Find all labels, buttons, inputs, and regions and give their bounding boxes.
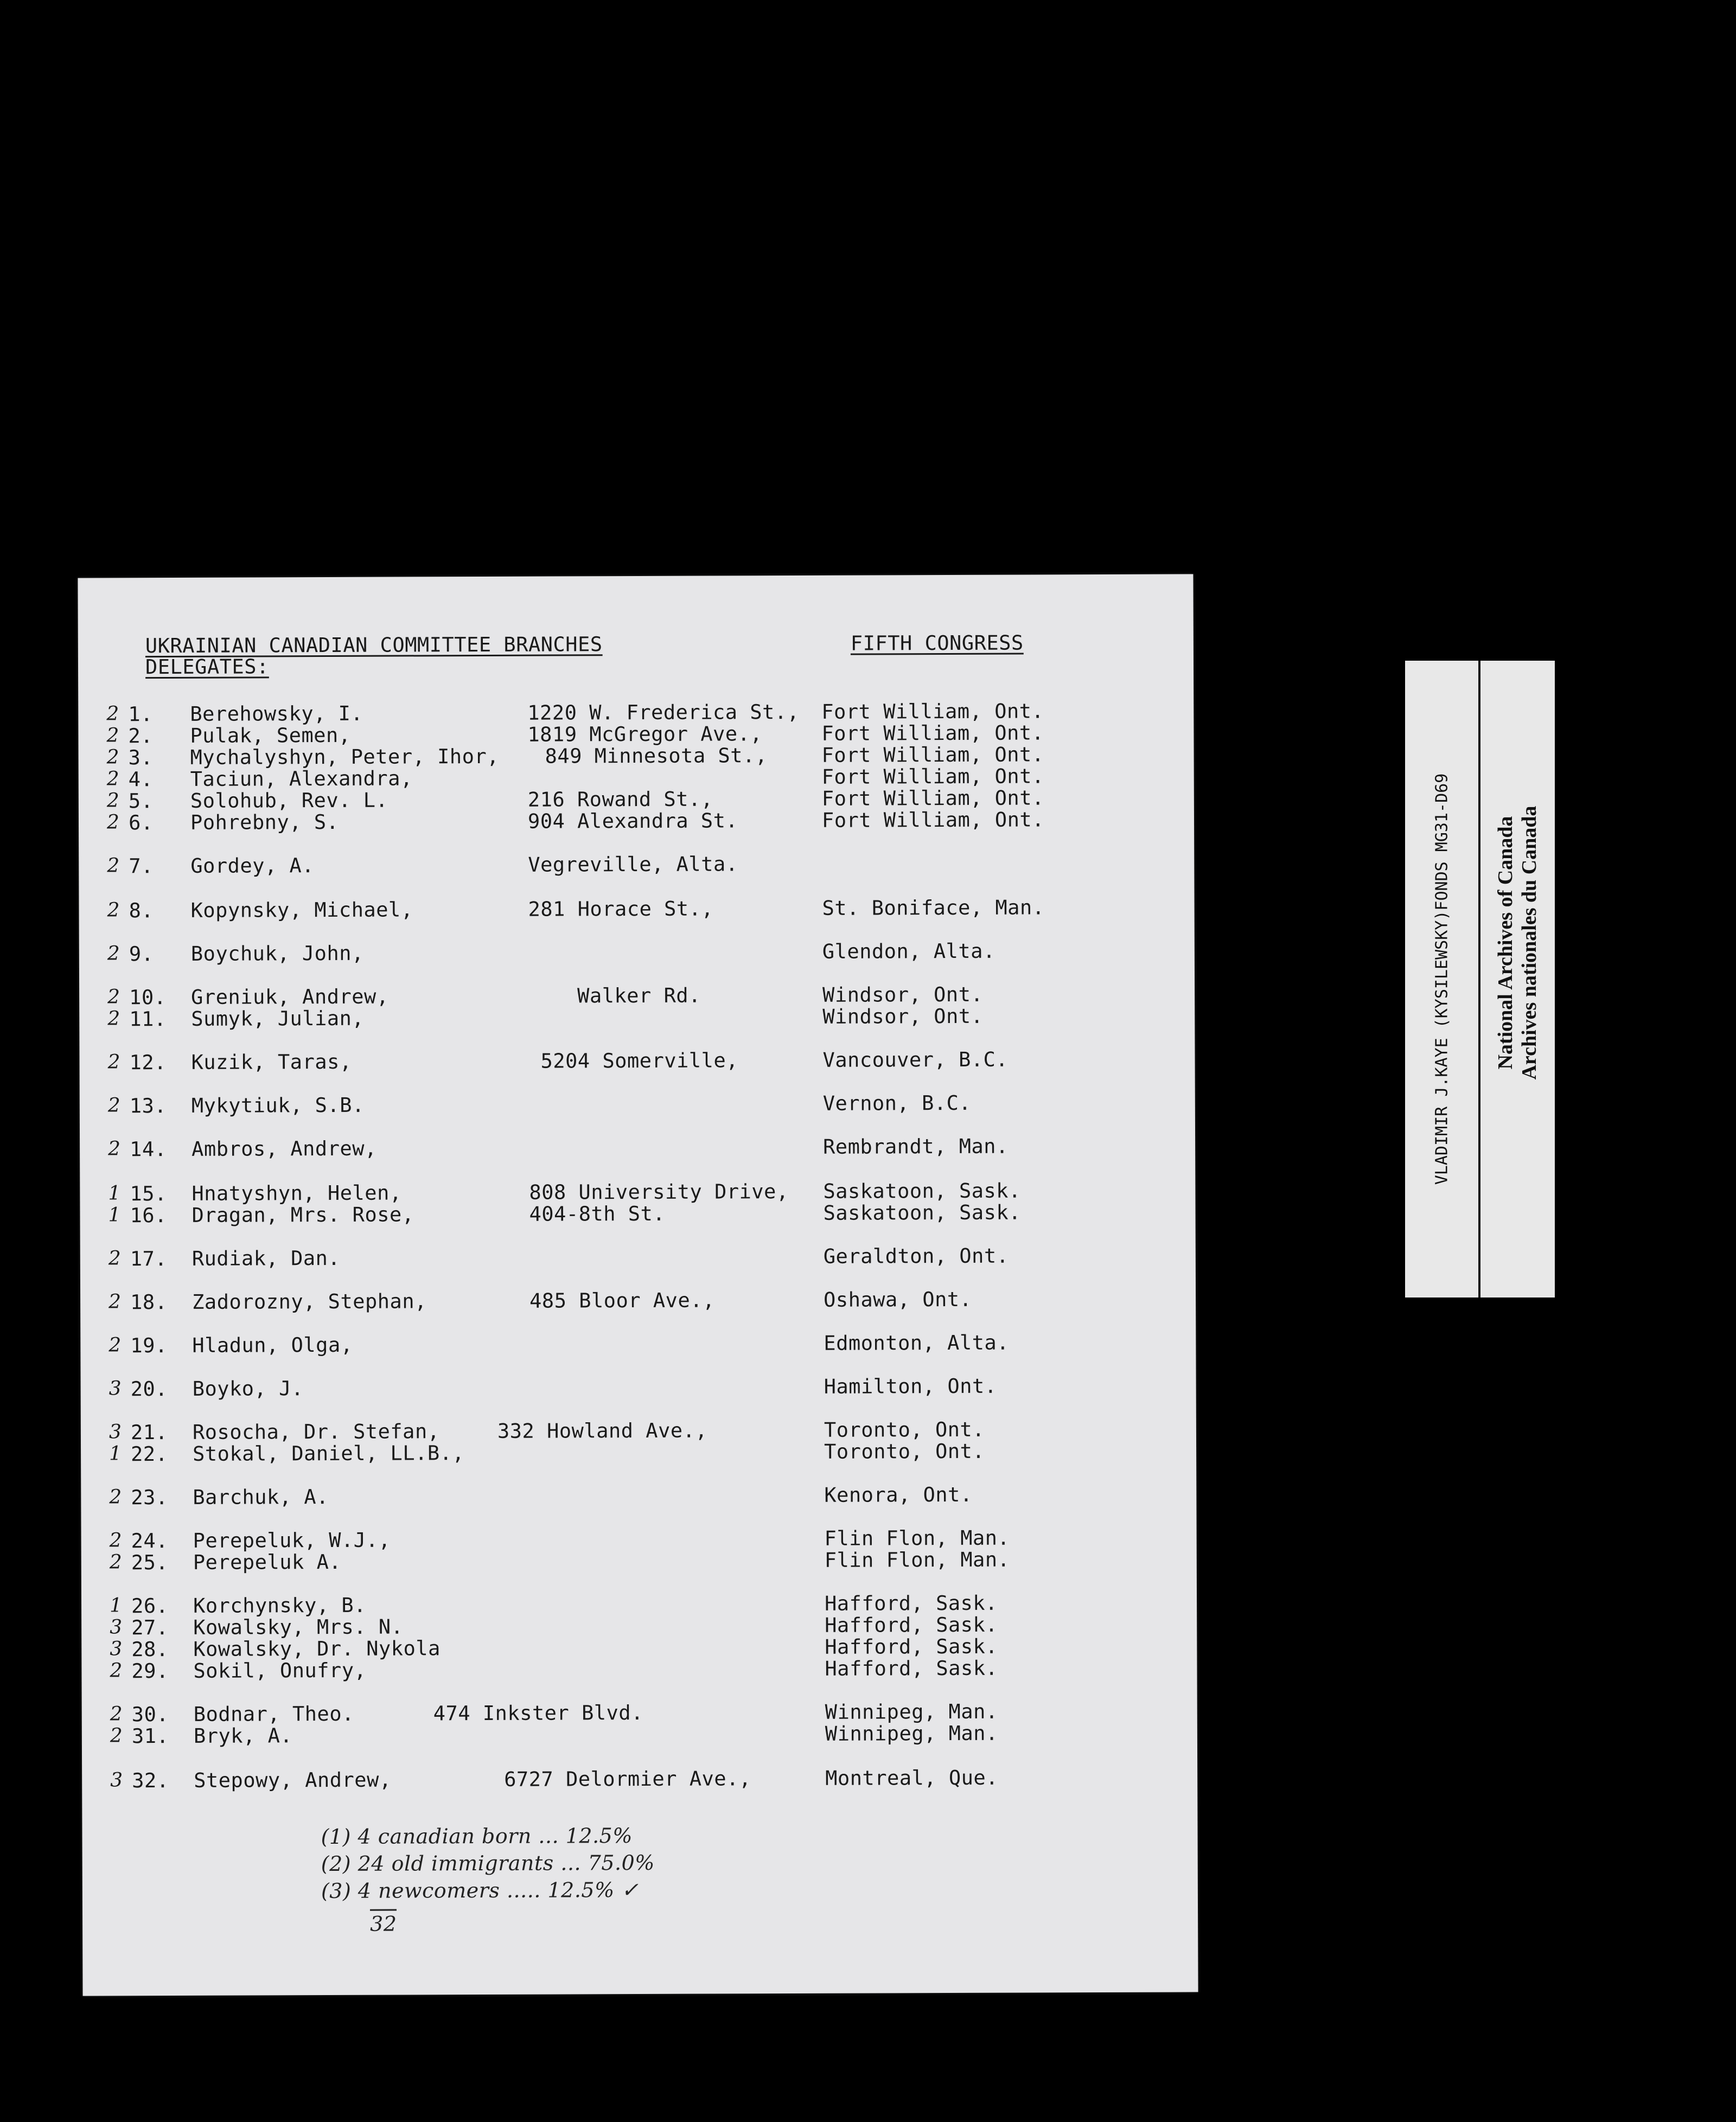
tally-mark: 2 [107,986,120,1008]
delegate-name: Perepeluk A. [193,1550,342,1574]
delegate-name: Zadorozny, Stephan, [192,1289,427,1314]
delegate-city: Hafford, Sask. [825,1613,998,1637]
item-number: 10. [129,986,167,1009]
tally-mark: 2 [109,1486,122,1509]
item-number: 24. [131,1529,169,1553]
delegate-city: Geraldton, Ont. [823,1244,1009,1268]
delegate-name: Pulak, Semen, [190,723,351,747]
delegate-name: Mychalyshyn, Peter, Ihor, [190,744,500,769]
tally-mark: 2 [107,899,120,922]
handwritten-total: 32 [370,1909,397,1936]
delegate-address: 485 Bloor Ave., [529,1288,715,1313]
delegate-city: Fort William, Ont. [821,743,1044,767]
tally-mark: 3 [110,1638,123,1660]
item-number: 2. [128,724,154,748]
item-number: 7. [129,854,154,878]
handwritten-note-line: (2) 24 old immigrants ... 75.0% [321,1850,655,1876]
item-number: 4. [128,768,154,791]
delegate-address: 904 Alexandra St. [527,809,738,833]
delegate-name: Stepowy, Andrew, [194,1768,392,1792]
item-number: 13. [129,1094,167,1118]
item-number: 8. [129,899,154,923]
delegate-city: St. Boniface, Man. [822,896,1045,920]
tally-mark: 2 [108,1137,121,1160]
delegate-city: Fort William, Ont. [821,808,1045,832]
delegate-city: Saskatoon, Sask. [823,1200,1022,1225]
tally-mark: 1 [109,1442,122,1465]
delegate-city: Flin Flon, Man. [824,1526,1010,1550]
delegate-name: Berehowsky, I. [190,701,363,726]
tally-mark: 2 [106,768,120,790]
delegate-city: Kenora, Ont. [824,1482,973,1507]
delegate-city: Rembrandt, Man. [823,1134,1009,1159]
handwritten-note-line: (1) 4 canadian born ... 12.5% [321,1824,633,1849]
tally-mark: 2 [106,746,120,769]
tally-mark: 2 [107,942,120,965]
tally-mark: 2 [108,1334,122,1357]
delegate-name: Rosocha, Dr. Stefan, [192,1420,440,1444]
item-number: 30. [131,1703,169,1727]
delegate-address: Vegreville, Alta. [528,852,738,877]
delegate-city: Winnipeg, Man. [825,1699,998,1724]
tally-mark: 2 [108,1247,122,1270]
delegate-city: Flin Flon, Man. [824,1548,1010,1572]
delegate-address: Walker Rd. [577,983,701,1008]
tally-mark: 3 [108,1377,122,1400]
item-number: 18. [130,1290,168,1314]
delegate-address: 474 Inkster Blvd. [433,1701,644,1725]
archive-name-fr: Archives nationales du Canada [1518,806,1541,1080]
item-number: 28. [131,1638,169,1661]
delegate-name: Pohrebny, S. [190,810,339,834]
tally-mark: 2 [106,811,120,834]
delegate-city: Hafford, Sask. [825,1656,998,1680]
tally-mark: 1 [108,1182,121,1205]
delegate-name: Kuzik, Taras, [191,1050,352,1074]
delegate-address: 5204 Somerville, [540,1049,739,1073]
item-number: 17. [130,1247,168,1271]
item-number: 6. [128,811,154,835]
delegate-city: Montreal, Que. [825,1766,999,1790]
item-number: 22. [131,1442,168,1466]
delegate-name: Hladun, Olga, [192,1333,353,1357]
archive-label [1405,661,1555,1298]
tally-mark: 2 [109,1551,123,1574]
tally-mark: 1 [109,1594,123,1617]
delegate-name: Rudiak, Dan. [192,1246,341,1270]
delegate-address: 216 Rowand St., [527,787,713,811]
tally-mark: 2 [106,724,119,747]
tally-mark: 2 [109,1529,123,1552]
delegate-city: Windsor, Ont. [822,982,984,1007]
item-number: 20. [130,1377,168,1401]
delegate-city: Toronto, Ont. [824,1417,985,1442]
delegate-address: 281 Horace St., [528,897,714,921]
item-number: 5. [128,789,154,813]
delegate-name: Barchuk, A. [193,1485,329,1509]
delegate-name: Greniuk, Andrew, [191,985,389,1009]
delegate-name: Sokil, Onufry, [193,1658,367,1683]
header-title: UKRAINIAN CANADIAN COMMITTEE BRANCHES [145,632,603,658]
item-number: 29. [131,1659,169,1683]
item-number: 16. [130,1204,167,1228]
delegate-city: Windsor, Ont. [822,1004,984,1028]
delegate-name: Solohub, Rev. L. [190,788,388,813]
delegate-address: 6727 Delormier Ave., [504,1767,751,1791]
item-number: 9. [129,942,154,966]
delegate-address: 849 Minnesota St., [545,744,768,768]
delegate-city: Saskatoon, Sask. [823,1179,1021,1203]
tally-mark: 2 [108,1290,122,1313]
delegate-name: Perepeluk, W.J., [193,1528,391,1552]
delegate-city: Vancouver, B.C. [822,1047,1009,1072]
header-congress: FIFTH CONGRESS [850,631,1024,655]
item-number: 12. [129,1051,167,1075]
tally-mark: 2 [106,702,119,725]
archive-name [1494,806,1541,1079]
delegate-address: 1220 W. Frederica St., [527,700,800,725]
item-number: 27. [131,1616,169,1640]
delegate-city: Vernon, B.C. [822,1091,972,1115]
delegate-city: Glendon, Alta. [822,939,995,963]
tally-mark: 2 [106,789,120,812]
item-number: 19. [130,1334,168,1358]
item-number: 31. [131,1724,169,1748]
delegate-name: Bryk, A. [193,1724,293,1748]
document-page [78,574,1198,1996]
item-number: 15. [130,1182,167,1206]
item-number: 14. [130,1137,167,1161]
delegate-name: Dragan, Mrs. Rose, [192,1203,414,1227]
delegate-city: Hamilton, Ont. [824,1374,997,1398]
delegate-address: 808 University Drive, [529,1180,789,1204]
tally-mark: 2 [110,1703,123,1725]
item-number: 1. [128,702,153,726]
delegate-city: Fort William, Ont. [821,764,1044,789]
delegate-name: Gordey, A. [190,854,315,878]
delegate-name: Kopynsky, Michael, [190,898,413,922]
delegate-city: Toronto, Ont. [824,1439,985,1463]
tally-mark: 2 [107,1094,121,1117]
tally-mark: 2 [110,1724,123,1747]
item-number: 25. [131,1551,169,1575]
delegate-name: Ambros, Andrew, [192,1136,377,1161]
fonds-reference: VLADIMIR J.KAYE (KYSILEWSKY)FONDS MG31-D69 [1432,773,1452,1185]
tally-mark: 3 [108,1421,122,1443]
delegate-name: Kowalsky, Dr. Nykola [193,1637,441,1661]
delegate-city: Edmonton, Alta. [824,1331,1010,1355]
delegate-city: Fort William, Ont. [821,786,1044,810]
item-number: 11. [129,1007,167,1031]
tally-mark: 3 [110,1769,123,1792]
tally-mark: 1 [108,1204,122,1226]
delegate-city: Fort William, Ont. [821,699,1044,724]
delegate-name: Mykytiuk, S.B. [191,1093,365,1117]
item-number: 26. [131,1594,169,1618]
delegate-name: Taciun, Alexandra, [190,766,413,791]
tally-mark: 2 [107,1051,121,1073]
delegate-address: 1819 McGregor Ave., [527,722,763,746]
delegate-city: Hafford, Sask. [825,1634,998,1659]
tally-mark: 2 [107,1007,120,1030]
delegate-name: Bodnar, Theo. [193,1702,354,1726]
delegate-name: Boychuk, John, [190,941,364,966]
delegate-address: 332 Howland Ave., [497,1418,708,1443]
delegate-name: Korchynsky, B. [193,1593,367,1618]
delegate-city: Hafford, Sask. [824,1591,998,1615]
delegate-city: Winnipeg, Man. [825,1721,998,1746]
delegate-name: Kowalsky, Mrs. N. [193,1615,404,1639]
delegate-name: Hnatyshyn, Helen, [192,1181,402,1205]
tally-mark: 2 [107,854,120,877]
delegate-address: 404-8th St. [529,1201,666,1226]
tally-mark: 2 [110,1659,123,1682]
header-subtitle: DELEGATES: [145,655,269,679]
label-divider [1478,661,1480,1298]
delegate-list [78,574,1198,1996]
delegate-name: Stokal, Daniel, LL.B., [193,1441,465,1466]
handwritten-note-line: (3) 4 newcomers ..... 12.5% ✓ [321,1878,639,1903]
tally-mark: 3 [110,1616,123,1639]
archive-name-en: National Archives of Canada [1494,816,1517,1070]
delegate-name: Boyko, J. [192,1377,304,1401]
item-number: 21. [130,1421,168,1445]
item-number: 32. [132,1769,169,1793]
item-number: 3. [128,746,154,770]
delegate-city: Fort William, Ont. [821,721,1044,745]
item-number: 23. [131,1486,168,1510]
delegate-city: Oshawa, Ont. [824,1287,972,1312]
delegate-name: Sumyk, Julian, [191,1006,365,1031]
